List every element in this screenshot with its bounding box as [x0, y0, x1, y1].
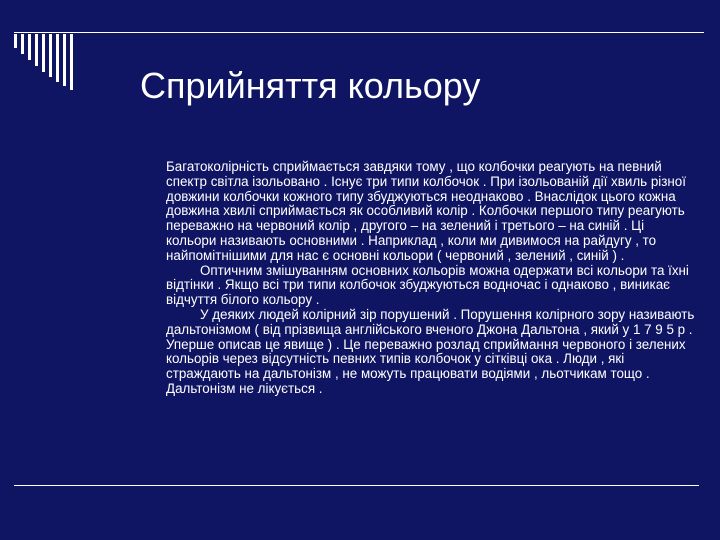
top-divider	[14, 32, 704, 33]
bottom-divider	[14, 485, 699, 486]
decorative-bar	[35, 34, 38, 66]
decorative-bar	[56, 34, 59, 82]
slide-title: Сприйняття кольору	[140, 65, 481, 106]
body-paragraph: У деяких людей колірний зір порушений . Порушення колірного зору називають дальтонізмом ( від прізвища англійського вченого Джона Дальтона , який у 1 7 9 5 р . Уперше описав це явище ) . Це переважно розлад сприймання червоного і зелених кольорів через відсутність певних типів колбочок у сітківці ока . Люди , які страждають на дальтонізм , не можуть працювати водіями , льотчикам тощо . Дальтонізм не лікується .	[166, 306, 695, 396]
decorative-bar	[49, 34, 52, 77]
decorative-bar	[42, 34, 45, 72]
slide-body	[138, 160, 696, 397]
body-paragraph: Багатоколірність сприймається завдяки тому , що колбочки реагують на певний спектр світла ізольовано . Існує три типи колбочок . При ізольованій дії хвиль різної довжини колбочки кожного типу збуджуються неоднаково . Внаслідок цього кожна довжина хвилі сприймається як особливий колір . Колбочки першого типу реагують переважно на червоний колір , другого – на зелений і третього – на синій . Ці кольори називають основними . Наприклад , коли ми дивимося на райдугу , то найпомітнішими для нас є основні кольори ( червоний , зелений , синій ) .	[166, 159, 686, 263]
body-paragraph: Оптичним змішуванням основних кольорів можна одержати всі кольори та їхні відтінки . Якщо всі три типи колбочок збуджуються водночас і однаково , виникає відчуття білого кольору .	[166, 262, 689, 308]
decorative-bar	[63, 34, 66, 86]
decorative-bars	[14, 34, 104, 92]
decorative-bar	[70, 34, 73, 90]
decorative-bar	[28, 34, 31, 60]
decorative-bar	[21, 34, 24, 54]
decorative-bar	[14, 34, 17, 48]
